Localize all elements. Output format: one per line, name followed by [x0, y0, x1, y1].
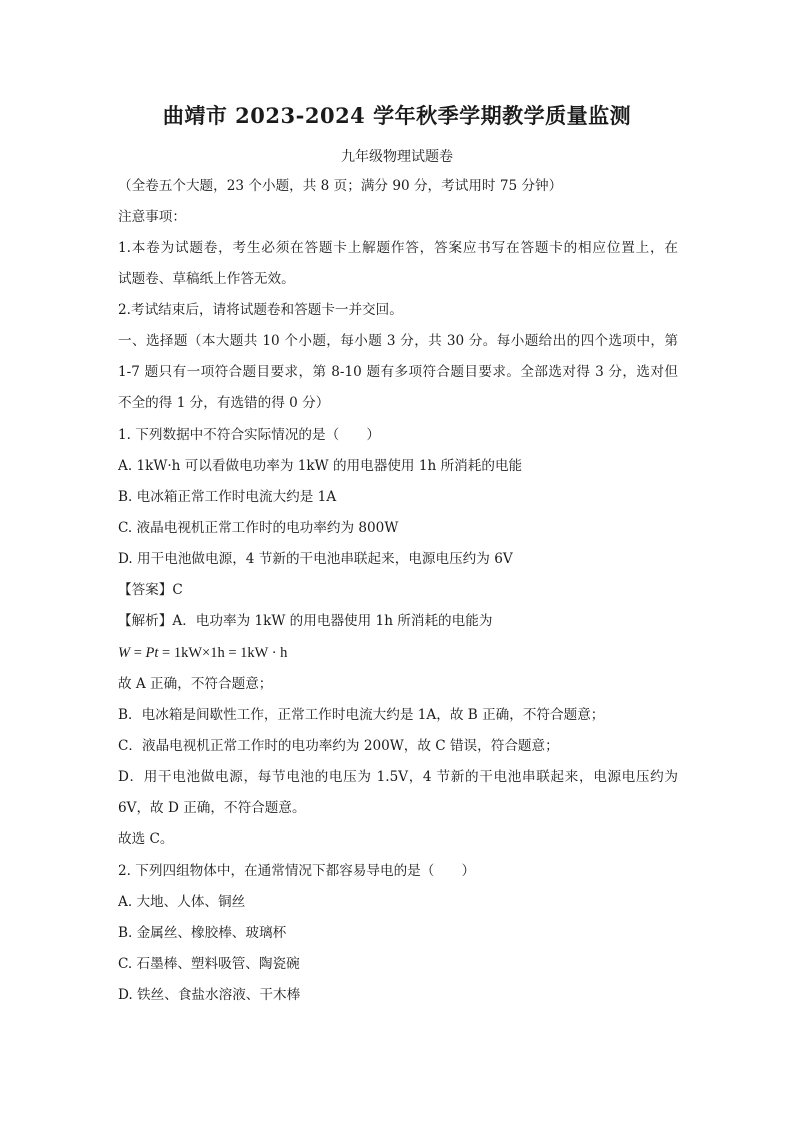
q1-analysis-d-line2: 6V，故 D 正确，不符合题意。 — [118, 800, 306, 816]
q1-analysis-a — [118, 611, 678, 631]
answer-value: C — [172, 582, 183, 598]
q2-option-c: C. 石墨棒、塑料吸管、陶瓷碗 — [118, 956, 300, 972]
formula-w: W — [118, 645, 131, 661]
q1-stem: 1. 下列数据中不符合实际情况的是（ ） — [118, 427, 380, 443]
exam-info: （全卷五个大题，23 个小题，共 8 页；满分 90 分，考试用时 75 分钟） — [118, 178, 563, 194]
q2-stem: 2. 下列四组物体中，在通常情况下都容易导电的是（ ） — [118, 863, 476, 879]
formula-pt: Pt — [145, 645, 159, 661]
q1-conclusion-a: 故 A 正确，不符合题意； — [118, 676, 273, 692]
answer-label: 【答案】 — [118, 582, 173, 598]
q1-option-a: A. 1kW·h 可以看做电功率为 1kW 的用电器使用 1h 所消耗的电能 — [118, 458, 523, 474]
notice-heading: 注意事项： — [118, 209, 186, 225]
q1-analysis-c: C．液晶电视机正常工作时的电功率约为 200W，故 C 错误，符合题意； — [118, 738, 559, 754]
q1-option-c: C. 液晶电视机正常工作时的电功率约为 800W — [118, 520, 399, 536]
q1-answer — [118, 580, 678, 600]
q1-formula: W = Pt = 1kW×1h = 1kW · h — [118, 645, 288, 661]
q1-analysis-b: B．电冰箱是间歇性工作，正常工作时电流大约是 1A，故 B 正确，不符合题意； — [118, 707, 605, 723]
analysis-a-text: A．电功率为 1kW 的用电器使用 1h 所消耗的电能为 — [172, 613, 493, 629]
formula-rest: = 1kW×1h = 1kW · h — [158, 645, 288, 661]
q1-option-b: B. 电冰箱正常工作时电流大约是 1A — [118, 489, 337, 505]
analysis-label: 【解析】 — [118, 613, 173, 629]
exam-subtitle: 九年级物理试题卷 — [341, 149, 453, 165]
exam-title: 曲靖市 2023-2024 学年秋季学期教学质量监测 — [162, 103, 632, 128]
q2-option-a: A. 大地、人体、铜丝 — [118, 894, 246, 910]
q2-option-d: D. 铁丝、食盐水溶液、干木棒 — [118, 987, 301, 1003]
section1-line2: 1-7 题只有一项符合题目要求，第 8-10 题有多项符合题目要求。全部选对得 3 分，选对但 — [118, 364, 678, 380]
section1-line1: 一、选择题（本大题共 10 个小题，每小题 3 分，共 30 分。每小题给出的四个选项中，第 — [118, 333, 678, 349]
notice-1-line1: 1.本卷为试题卷，考生必须在答题卡上解题作答，答案应书写在答题卡的相应位置上，在 — [118, 240, 678, 256]
q1-analysis-d-line1: D．用干电池做电源，每节电池的电压为 1.5V，4 节新的干电池串联起来，电源电压约为 — [118, 769, 678, 785]
section1-line3: 不全的得 1 分，有选错的得 0 分） — [118, 395, 330, 411]
notice-2: 2.考试结束后，请将试题卷和答题卡一并交回。 — [118, 302, 403, 318]
notice-1-line2: 试题卷、草稿纸上作答无效。 — [118, 271, 295, 287]
q2-option-b: B. 金属丝、橡胶棒、玻璃杯 — [118, 925, 287, 941]
q1-option-d: D. 用干电池做电源，4 节新的干电池串联起来，电源电压约为 6V — [118, 551, 513, 567]
q1-choice: 故选 C。 — [118, 831, 174, 847]
